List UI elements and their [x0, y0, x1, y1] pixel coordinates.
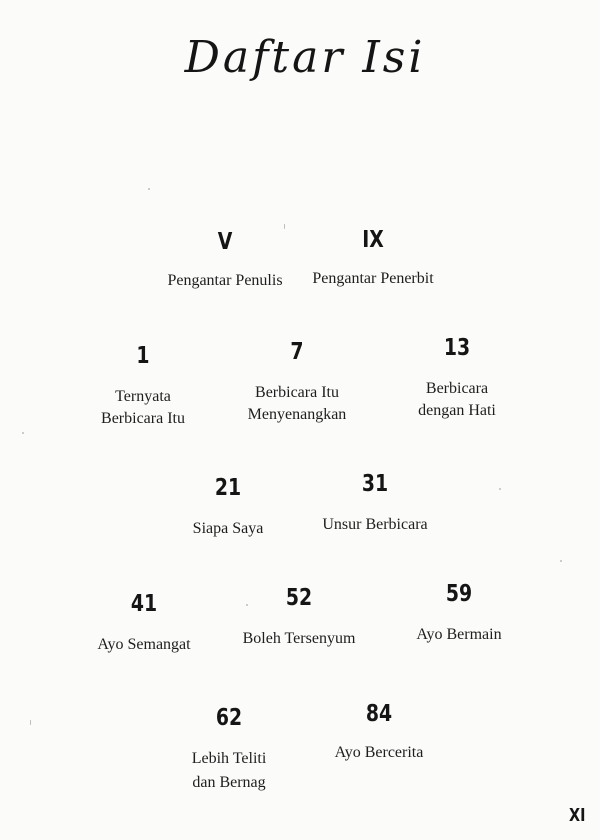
toc-entry [398, 334, 516, 422]
toc-label-line: Berbicara Itu [255, 384, 339, 401]
title-script [184, 22, 426, 92]
scan-speck [30, 720, 31, 725]
toc-label: Ayo Bercerita [334, 744, 424, 761]
toc-label-line: Berbicara [425, 380, 489, 397]
scan-speck [22, 432, 24, 434]
toc-entry [234, 584, 364, 650]
toc-entry [150, 228, 300, 292]
toc-label-line: dan Bernag [192, 774, 266, 791]
page-title [184, 22, 426, 92]
toc-page-number: 1 [136, 343, 150, 369]
toc-label: Unsur Berbicara [322, 516, 428, 533]
toc-label: Pengantar Penerbit [312, 270, 434, 287]
toc-page-number: 21 [214, 475, 242, 501]
toc-label-line: Ternyata [115, 388, 171, 405]
toc-entry [86, 590, 202, 656]
toc-entry [176, 704, 282, 794]
scan-speck [148, 188, 150, 190]
scan-speck [284, 224, 285, 229]
toc-entry [322, 700, 436, 764]
toc-entry [402, 580, 516, 646]
toc-label-line: Berbicara Itu [101, 410, 185, 427]
toc-page-number: 62 [215, 705, 243, 731]
toc-page-number: 84 [365, 701, 393, 727]
toc-page-number: V [217, 229, 233, 255]
toc-label-line: dengan Hati [418, 402, 496, 419]
toc-label: Pengantar Penulis [167, 272, 283, 289]
toc-page-number: 13 [443, 335, 471, 361]
toc-entry [80, 342, 206, 430]
scan-speck [499, 488, 501, 490]
toc-page-number: 59 [445, 581, 473, 607]
toc-label: Ayo Semangat [97, 636, 191, 653]
toc-entry [298, 226, 448, 290]
toc-page-number: 31 [361, 471, 389, 497]
scan-speck [246, 604, 248, 606]
toc-label: Siapa Saya [192, 520, 264, 537]
toc-entry [170, 474, 286, 540]
toc-label-line: Menyenangkan [247, 406, 347, 423]
toc-entry [232, 338, 362, 426]
title-text: Daftar Isi [184, 32, 426, 83]
toc-page-number: IX [362, 227, 384, 253]
toc-label-line: Lebih Teliti [191, 750, 267, 767]
toc-entry [310, 470, 440, 536]
toc-page-number: 7 [290, 339, 304, 365]
toc-label: Boleh Tersenyum [242, 630, 356, 647]
toc-page-number: 52 [285, 585, 313, 611]
page-number: XI [569, 805, 586, 826]
scan-speck [560, 560, 562, 562]
toc-label: Ayo Bermain [416, 626, 502, 643]
toc-page-number: 41 [130, 591, 158, 617]
